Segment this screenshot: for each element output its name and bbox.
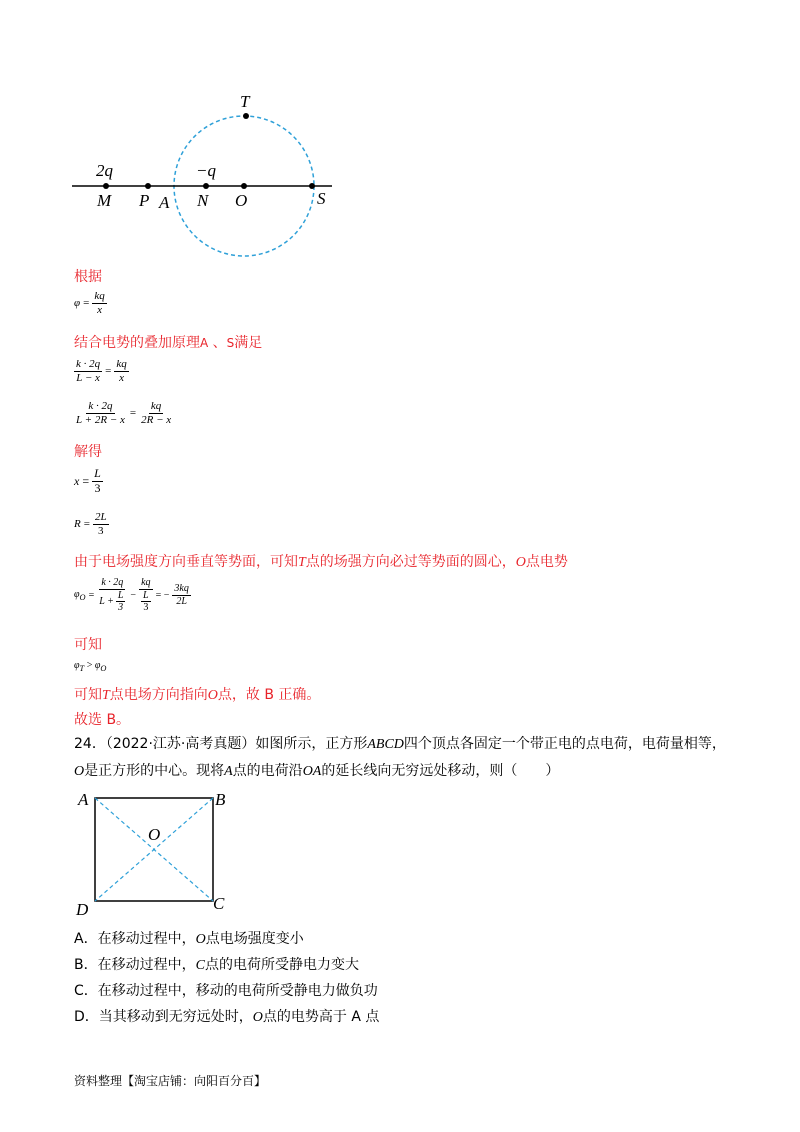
- answer-line: 故选 B。: [74, 712, 131, 728]
- label-charge-M: 2q: [96, 161, 113, 180]
- eq1-right-num: kq: [116, 358, 127, 370]
- superposition-text: 结合电势的叠加原理: [74, 335, 200, 351]
- question-line-2: [74, 758, 754, 785]
- option-A-sym: O: [195, 932, 206, 947]
- option-B[interactable]: [74, 954, 359, 974]
- point-S-ref: S: [226, 336, 235, 350]
- option-B-sym: C: [195, 958, 205, 973]
- phiO-d2-d: 3: [143, 602, 149, 613]
- label-M: M: [97, 191, 112, 210]
- satisfy-text: 满足: [234, 335, 263, 351]
- question-source: （2022·江苏·高考真题）: [105, 736, 256, 752]
- superposition-line: [74, 332, 262, 352]
- option-A[interactable]: [74, 928, 304, 948]
- question-number: 24．: [74, 736, 106, 752]
- solution-intro: 根据: [74, 269, 102, 285]
- field-text-b: 点的场强方向必过等势面的圆心，: [305, 554, 516, 570]
- phiO-d1-fn: L: [117, 589, 124, 601]
- option-C[interactable]: [74, 980, 378, 1000]
- q-text-1b: 四个顶点各固定一个带正电的点电荷，电荷量相等，: [403, 736, 726, 752]
- q-text-1a: 如图所示，正方形: [255, 736, 368, 752]
- option-C-key: C．: [74, 983, 98, 999]
- phiO-sub: O: [79, 592, 86, 602]
- conclude-label: 可知: [74, 637, 102, 653]
- q-text-2c: 的延长线向无穷远处移动，则（ ）: [321, 763, 560, 779]
- x-symbol: x: [74, 473, 80, 488]
- figure-circle-diagram: [60, 85, 360, 265]
- cmp-right: φ: [94, 660, 101, 671]
- eq2-right-num: kq: [150, 400, 162, 412]
- field-T: T: [298, 555, 306, 570]
- concl-text-c: 点，故 B 正确。: [217, 687, 321, 703]
- label-T: T: [240, 92, 250, 111]
- option-B-post: 点的电荷所受静电力变大: [204, 957, 359, 973]
- option-D-key: D．: [74, 1009, 99, 1025]
- q-text-2b: 点的电荷沿: [232, 763, 303, 779]
- eq1-left-num: k · 2q: [76, 358, 101, 370]
- point-M: [103, 183, 109, 189]
- point-P: [145, 183, 151, 189]
- equation-1: $\frac{k \cdot 2q}{L - x}$ = $\frac{kq}{x}$: [76, 358, 127, 384]
- phi-fraction: [92, 290, 106, 316]
- equation-R: R = $\frac{2L}{3}$: [74, 511, 107, 537]
- option-D-sym: O: [252, 1010, 263, 1025]
- eq2-left-den: L + 2R − x: [76, 413, 125, 426]
- eq1-right-den: x: [119, 371, 124, 384]
- phiO-d1-pre: L +: [99, 595, 114, 607]
- square-label-A: A: [78, 790, 89, 809]
- x-num: L: [94, 466, 101, 480]
- concl-O: O: [207, 688, 218, 703]
- square-label-D: D: [76, 900, 89, 919]
- phiO-d1-fd: 3: [118, 602, 124, 613]
- equation-2: $\frac{k \cdot 2q}{L + 2R - x}$ = $\frac{kq}{2R - x}$: [76, 400, 172, 426]
- q-A: A: [224, 764, 233, 779]
- eq2-left-num: k · 2q: [88, 400, 113, 412]
- label-A: A: [159, 193, 170, 212]
- square-label-B: B: [215, 790, 226, 809]
- q-text-2a: 是正方形的中心。现将: [84, 763, 225, 779]
- option-B-key: B．: [74, 957, 98, 973]
- R-symbol: R: [74, 518, 81, 531]
- phiO-d3: 2L: [176, 595, 187, 607]
- point-N: [203, 183, 209, 189]
- point-S: [309, 183, 315, 189]
- figure-square-diagram: [70, 785, 240, 920]
- cmp-left: φ: [74, 660, 80, 671]
- x-den: 3: [94, 480, 101, 495]
- option-A-key: A．: [74, 931, 98, 947]
- phiO-d2-n: L: [143, 589, 149, 601]
- q-OA: OA: [302, 764, 322, 779]
- phiO-n1: k · 2q: [101, 577, 124, 588]
- q-ABCD: ABCD: [367, 737, 404, 752]
- field-text-a: 由于电场强度方向垂直等势面，可知: [74, 554, 298, 570]
- separator: 、: [212, 335, 227, 351]
- solve-label: 解得: [74, 444, 102, 460]
- label-charge-N: −q: [196, 161, 216, 180]
- label-O: O: [235, 191, 248, 210]
- square-label-C: C: [213, 894, 225, 913]
- option-B-pre: 在移动过程中，: [97, 957, 196, 973]
- option-A-post: 点电场强度变小: [205, 931, 304, 947]
- conclusion-line: [74, 684, 320, 704]
- option-A-pre: 在移动过程中，: [97, 931, 196, 947]
- R-den: 3: [98, 524, 104, 537]
- point-O: [241, 183, 247, 189]
- equation-compare: $\varphi_T > \varphi_O$: [74, 660, 107, 673]
- question-24: [74, 731, 754, 785]
- R-num: 2L: [94, 511, 107, 523]
- concl-T: T: [102, 688, 110, 703]
- label-N: N: [197, 191, 209, 210]
- field-O: O: [515, 555, 526, 570]
- concl-text-a: 可知: [74, 687, 102, 703]
- concl-text-b: 点电场方向指向: [109, 687, 208, 703]
- phi-symbol: φ: [74, 297, 81, 310]
- phiO-n3: 3kq: [174, 583, 189, 595]
- phi-den: x: [97, 303, 102, 316]
- cmp-left-sub: T: [79, 664, 85, 673]
- field-text-c: 点电势: [525, 554, 568, 570]
- equation-phi: φ = $\frac{kq}{x}$: [74, 290, 105, 316]
- cmp-right-sub: O: [100, 664, 107, 673]
- equation-phiO: $\varphi_O$ = k · 2q L + $\frac{L}{3}$ − $\frac{kq}{\frac{L}{3}}$ = − $\frac{3kq}{2L}$: [74, 577, 189, 613]
- point-T: [243, 113, 249, 119]
- square-label-O: O: [148, 825, 161, 844]
- eq2-right-den: 2R − x: [141, 413, 172, 426]
- point-A-ref: A: [200, 336, 209, 350]
- question-line-1: [74, 731, 754, 758]
- eq1-left-den: L − x: [76, 371, 100, 384]
- label-S: S: [317, 189, 326, 208]
- page-footer: 资料整理【淘宝店铺：向阳百分百】: [74, 1074, 267, 1088]
- phi-num: kq: [94, 290, 105, 302]
- label-P: P: [139, 191, 150, 210]
- q-O: O: [74, 764, 85, 779]
- field-direction-line: [74, 551, 568, 571]
- option-D-post: 点的电势高于 A 点: [262, 1009, 380, 1025]
- option-D[interactable]: [74, 1006, 379, 1026]
- phiO-symbol: φ: [74, 588, 80, 600]
- option-D-pre: 当其移动到无穷远处时，: [98, 1009, 253, 1025]
- phiO-n2: kq: [141, 577, 151, 588]
- equation-x: x = $\frac{L}{3}$: [74, 466, 101, 495]
- option-C-pre: 在移动过程中，移动的电荷所受静电力做负功: [97, 983, 378, 999]
